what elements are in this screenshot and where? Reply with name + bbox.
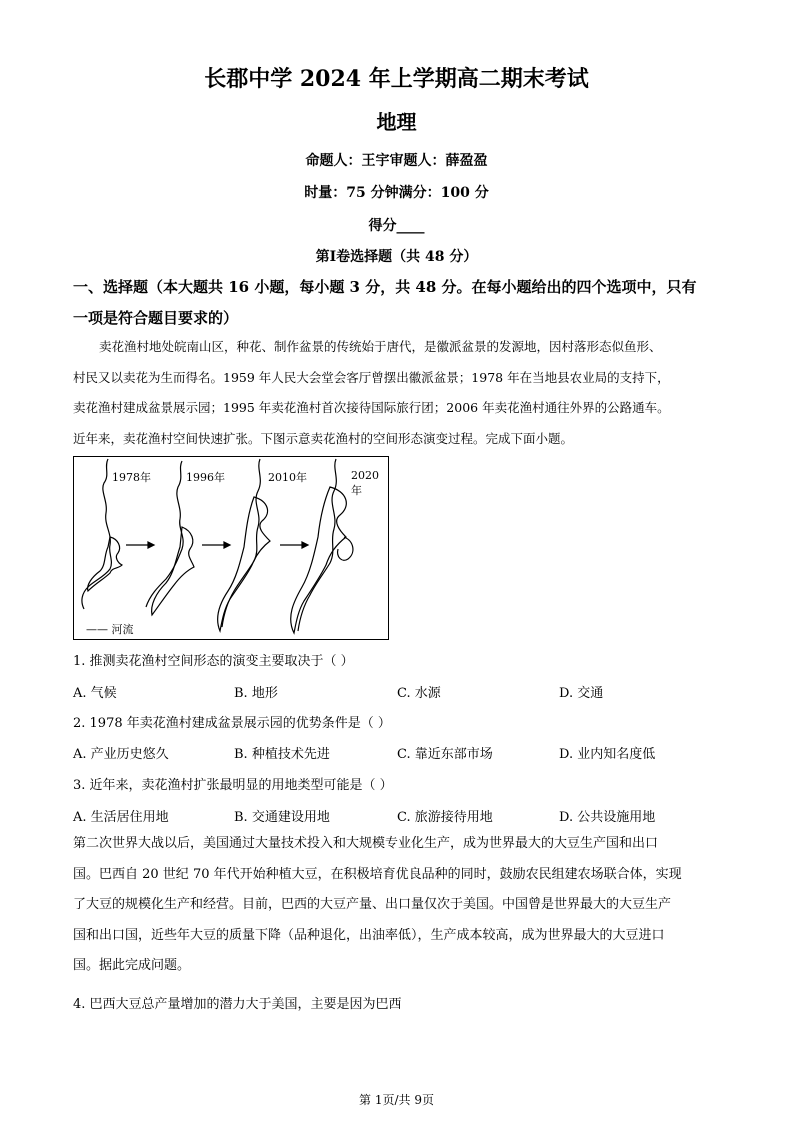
score-line: 得分____ bbox=[368, 218, 425, 234]
q3-option-d[interactable]: D. 公共设施用地 bbox=[559, 810, 656, 825]
question-1-stem: 1. 推测卖花渔村空间形态的演变主要取决于（ ） bbox=[73, 654, 354, 669]
river-1978 bbox=[82, 459, 111, 609]
village-1996 bbox=[152, 527, 194, 615]
instructions-line-2: 一项是符合题目要求的） bbox=[73, 309, 239, 327]
q3-option-c[interactable]: C. 旅游接待用地 bbox=[397, 810, 493, 825]
q1-option-c[interactable]: C. 水源 bbox=[397, 686, 441, 701]
passage-2-line: 国。巴西自 20 世纪 70 年代开始种植大豆，在积极培育优良品种的同时，鼓励农民组建农场联合体，实现 bbox=[73, 866, 682, 882]
time-score-line: 时量：75 分钟满分：100 分 bbox=[304, 185, 489, 201]
village-2010 bbox=[218, 497, 270, 631]
map-year-label: 2010年 bbox=[268, 471, 307, 484]
passage-1 bbox=[73, 332, 733, 454]
subject-title: 地理 bbox=[376, 110, 417, 134]
passage-2-line: 国。据此完成问题。 bbox=[73, 958, 191, 973]
map-legend-river: —— 河流 bbox=[86, 623, 134, 636]
authors-line: 命题人：王宇审题人：薛盈盈 bbox=[305, 153, 488, 169]
q1-option-d[interactable]: D. 交通 bbox=[559, 686, 604, 701]
map-year-label: 1996年 bbox=[186, 471, 225, 484]
passage-2-line: 国和出口国，近些年大豆的质量下降（品种退化，出油率低），生产成本较高，成为世界最大的大豆进口 bbox=[73, 927, 665, 943]
passage-1-line: 近年来，卖花渔村空间快速扩张。下图示意卖花渔村的空间形态演变过程。完成下面小题。 bbox=[73, 430, 574, 446]
page-number: 第 1页/共 9页 bbox=[359, 1093, 434, 1107]
passage-1-line: 卖花渔村建成盆景展示园；1995 年卖花渔村首次接待国际旅行团；2006 年卖花渔村通往外界的公路通车。 bbox=[73, 400, 670, 415]
q2-option-d[interactable]: D. 业内知名度低 bbox=[559, 747, 656, 762]
q2-option-a[interactable]: A. 产业历史悠久 bbox=[73, 747, 169, 762]
passage-2-line: 了大豆的规模化生产和经营。目前，巴西的大豆产量、出口量仅次于美国。中国曾是世界最大的大豆生产 bbox=[73, 897, 672, 912]
map-year-label: 2020年 bbox=[351, 469, 379, 497]
question-2-stem: 2. 1978 年卖花渔村建成盆景展示园的优势条件是（ ） bbox=[73, 716, 391, 731]
evolution-arrows bbox=[126, 542, 308, 548]
village-evolution-map bbox=[73, 456, 389, 640]
river-2010 bbox=[222, 459, 260, 627]
q3-option-a[interactable]: A. 生活居住用地 bbox=[73, 810, 169, 825]
passage-2 bbox=[73, 829, 733, 982]
q2-option-c[interactable]: C. 靠近东部市场 bbox=[397, 747, 493, 762]
instructions-line-1: 一、选择题（本大题共 16 小题，每小题 3 分，共 48 分。在每小题给出的四个选项中，只有 bbox=[73, 278, 697, 296]
passage-2-line: 第二次世界大战以后，美国通过大量技术投入和大规模专业化生产，成为世界最大的大豆生产国和出口 bbox=[73, 836, 659, 851]
village-2020 bbox=[291, 487, 347, 633]
q1-option-b[interactable]: B. 地形 bbox=[234, 686, 278, 701]
question-4-stem: 4. 巴西大豆总产量增加的潜力大于美国，主要是因为巴西 bbox=[73, 997, 402, 1012]
q3-option-b[interactable]: B. 交通建设用地 bbox=[234, 810, 330, 825]
question-3-stem: 3. 近年来，卖花渔村扩张最明显的用地类型可能是（ ） bbox=[73, 778, 393, 793]
q2-option-b[interactable]: B. 种植技术先进 bbox=[234, 747, 330, 762]
passage-1-line: 卖花渔村地处皖南山区，种花、制作盆景的传统始于唐代，是徽派盆景的发源地，因村落形态似鱼形、 bbox=[99, 339, 662, 354]
passage-1-line: 村民又以卖花为生而得名。1959 年人民大会堂会客厅曾摆出徽派盆景；1978 年在当地县农业局的支持下， bbox=[73, 369, 670, 385]
section-heading: 第Ⅰ卷选择题（共 48 分） bbox=[315, 249, 478, 265]
exam-title: 长郡中学 2024 年上学期高二期末考试 bbox=[204, 66, 589, 92]
map-year-label: 1978年 bbox=[112, 471, 151, 484]
q1-option-a[interactable]: A. 气候 bbox=[73, 686, 117, 701]
